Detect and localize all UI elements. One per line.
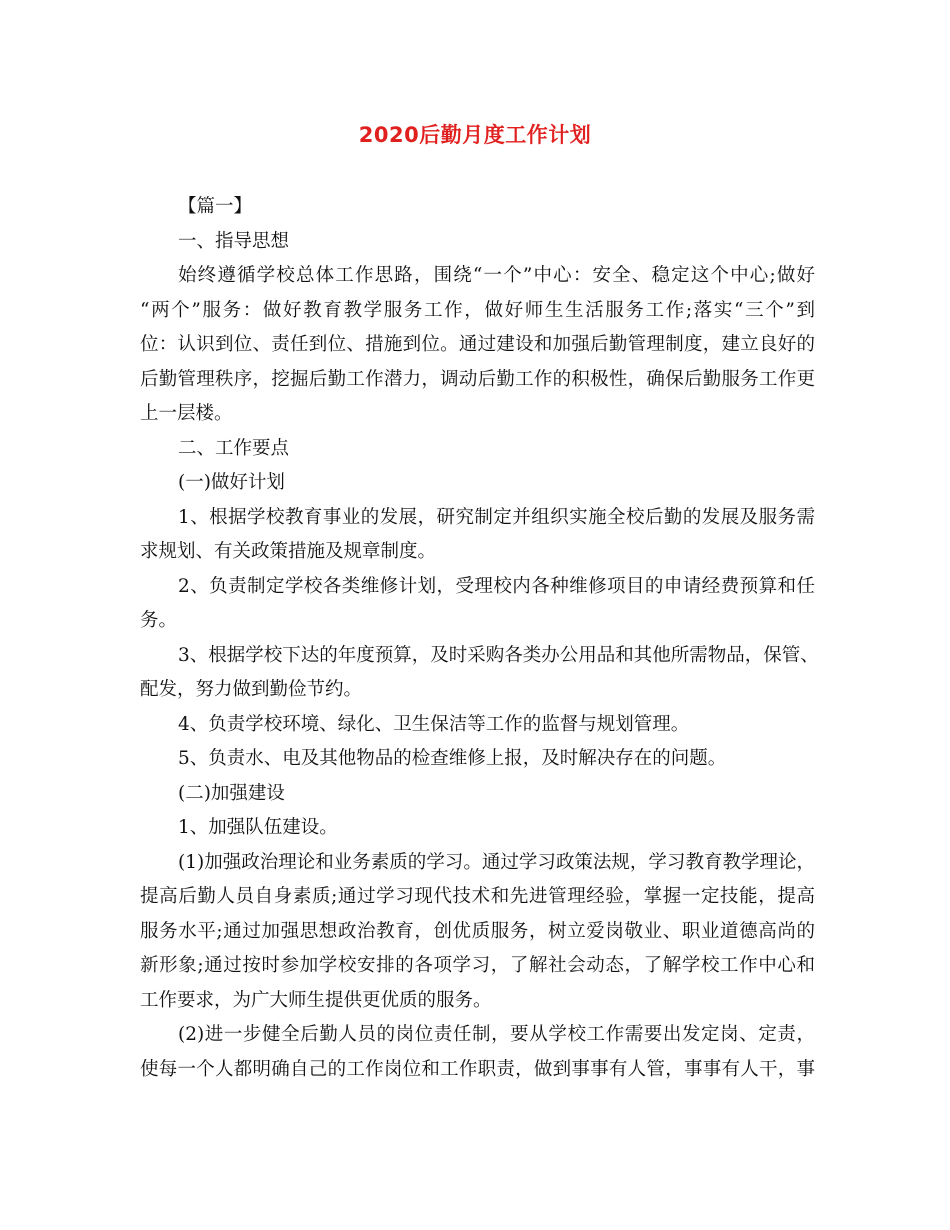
- body-text-line: “两个”服务：做好教育教学服务工作，做好师生生活服务工作;落实“三个”到: [140, 299, 815, 321]
- body-text-line: 位：认识到位、责任到位、措施到位。通过建设和加强后勤管理制度，建立良好的: [140, 334, 815, 355]
- body-text-line: 后勤管理秩序，挖掘后勤工作潜力，调动后勤工作的积极性，确保后勤服务工作更: [140, 368, 815, 390]
- body-text-line: 始终遵循学校总体工作思路，围绕“一个”中心：安全、稳定这个中心;做好: [178, 265, 815, 286]
- body-text-line: (二)加强建设: [178, 782, 285, 804]
- body-text-line: 5、负责水、电及其他物品的检查维修上报，及时解决存在的问题。: [178, 748, 727, 769]
- body-text-line: 1、加强队伍建设。: [178, 817, 338, 838]
- body-text-line: 一、指导思想: [178, 230, 290, 252]
- body-text-line: 4、负责学校环境、绿化、卫生保洁等工作的监督与规划管理。: [178, 713, 690, 735]
- document-title: 2020后勤月度工作计划: [358, 123, 592, 147]
- body-text-line: 工作要求，为广大师生提供更优质的服务。: [140, 989, 492, 1011]
- body-text-line: 【篇一】: [178, 196, 253, 217]
- body-text-line: 使每一个人都明确自己的工作岗位和工作职责，做到事事有人管，事事有人干，事: [140, 1058, 815, 1080]
- body-text-line: 3、根据学校下达的年度预算，及时采购各类办公用品和其他所需物品，保管、: [178, 644, 819, 666]
- body-text-line: (一)做好计划: [178, 472, 285, 493]
- body-text-line: 上一层楼。: [140, 403, 233, 424]
- body-text-line: 新形象;通过按时参加学校安排的各项学习，了解社会动态，了解学校工作中心和: [140, 955, 815, 976]
- body-text-line: 提高后勤人员自身素质;通过学习现代技术和先进管理经验，掌握一定技能，提高: [140, 886, 815, 907]
- body-text-line: 1、根据学校教育事业的发展，研究制定并组织实施全校后勤的发展及服务需: [178, 506, 815, 528]
- body-text-line: 二、工作要点: [178, 437, 290, 459]
- body-text-line: 求规划、有关政策措施及规章制度。: [140, 541, 437, 562]
- body-text-line: 配发，努力做到勤俭节约。: [140, 679, 363, 700]
- body-text-line: (1)加强政治理论和业务素质的学习。通过学习政策法规，学习教育教学理论，: [178, 851, 815, 873]
- body-text-line: 务。: [140, 610, 178, 631]
- body-text-line: 2、负责制定学校各类维修计划，受理校内各种维修项目的申请经费预算和任: [178, 575, 815, 597]
- document-body: [140, 190, 819, 1087]
- body-text-line: (2)进一步健全后勤人员的岗位责任制，要从学校工作需要出发定岗、定责，: [178, 1024, 815, 1045]
- body-text-line: 服务水平;通过加强思想政治教育，创优质服务，树立爱岗敬业、职业道德高尚的: [140, 920, 815, 942]
